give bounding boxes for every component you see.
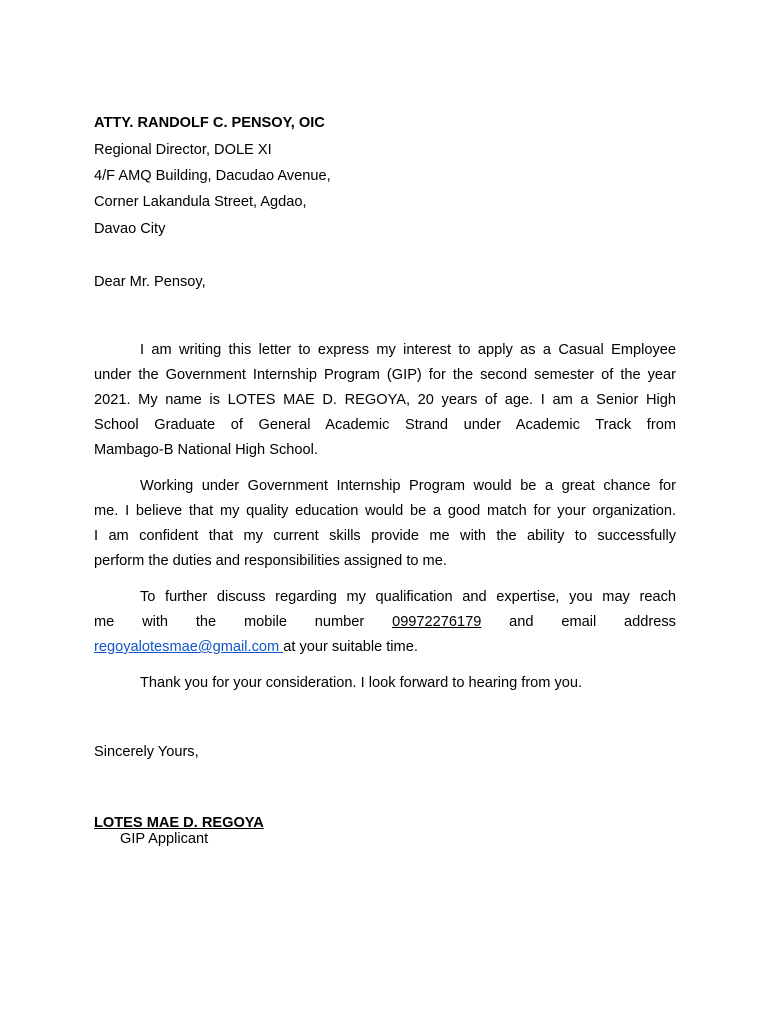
p2-line3: I am confident that my current skills provide me with the ability to successfully bbox=[94, 528, 676, 544]
p3-word-the: the bbox=[195, 614, 217, 630]
p3-word-me: me bbox=[94, 614, 115, 630]
p1-line2: under the Government Internship Program (GIP) for the second semester of the year bbox=[94, 367, 676, 383]
recipient-position: Regional Director, DOLE XI bbox=[94, 142, 272, 158]
signature-name: LOTES MAE D. REGOYA bbox=[94, 815, 264, 831]
salutation: Dear Mr. Pensoy, bbox=[94, 274, 206, 290]
email-link[interactable]: regoyalotesmae@gmail.com bbox=[94, 639, 284, 655]
body-paragraph-1 bbox=[94, 338, 676, 463]
signature-title: GIP Applicant bbox=[120, 831, 209, 847]
recipient-address-line3: Davao City bbox=[94, 221, 166, 237]
p2-line4: perform the duties and responsibilities assigned to me. bbox=[94, 553, 447, 569]
recipient-address-line2: Corner Lakandula Street, Agdao, bbox=[94, 194, 307, 210]
recipient-name: ATTY. RANDOLF C. PENSOY, OIC bbox=[94, 115, 325, 131]
p1-line3: 2021. My name is LOTES MAE D. REGOYA, 20 years of age. I am a Senior High bbox=[94, 392, 676, 408]
p1-line5: Mambago-B National High School. bbox=[94, 442, 318, 458]
p4-text: Thank you for your consideration. I look forward to hearing from you. bbox=[140, 675, 583, 691]
body-paragraph-3 bbox=[94, 585, 676, 660]
p3-word-address: address bbox=[624, 614, 676, 630]
p3-line2 bbox=[94, 610, 676, 635]
p3-line1: To further discuss regarding my qualification and expertise, you may reach bbox=[140, 589, 676, 605]
p3-word-with: with bbox=[142, 614, 169, 630]
recipient-address-line1: 4/F AMQ Building, Dacudao Avenue, bbox=[94, 168, 331, 184]
p3-word-email: email bbox=[561, 614, 597, 630]
closing: Sincerely Yours, bbox=[94, 744, 199, 760]
p1-line1: I am writing this letter to express my interest to apply as a Casual Employee bbox=[140, 342, 676, 358]
p2-line2: me. I believe that my quality education would be a good match for your organization. bbox=[94, 503, 676, 519]
p2-line1: Working under Government Internship Program would be a great chance for bbox=[140, 478, 676, 494]
mobile-number: 09972276179 bbox=[392, 614, 482, 630]
p3-word-mobile: mobile bbox=[243, 614, 287, 630]
body-paragraph-2 bbox=[94, 474, 676, 574]
p3-word-and: and bbox=[509, 614, 534, 630]
p1-line4: School Graduate of General Academic Strand under Academic Track from bbox=[94, 417, 676, 433]
p3-word-number: number bbox=[314, 614, 365, 630]
p3-line3-rest: at your suitable time. bbox=[283, 639, 418, 655]
body-paragraph-4 bbox=[94, 674, 582, 692]
